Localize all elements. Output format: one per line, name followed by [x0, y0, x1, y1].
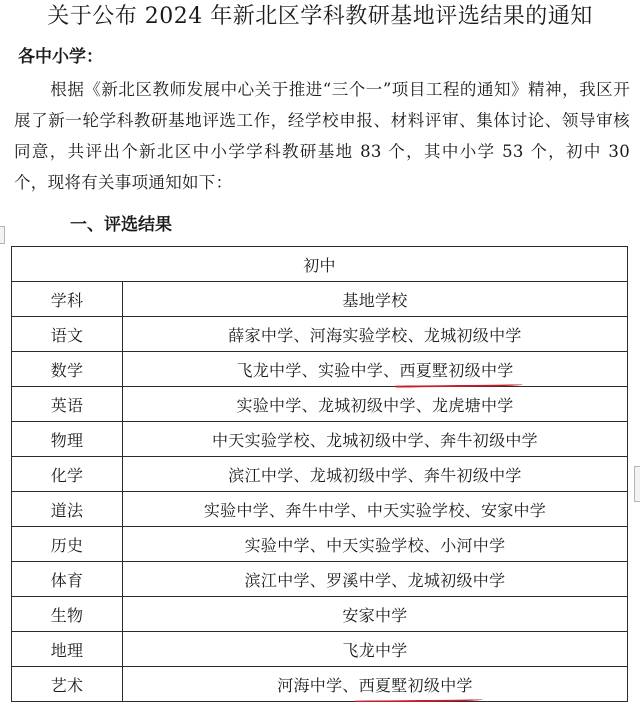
right-margin-handle: [634, 466, 640, 502]
subject-cell: 生物: [12, 597, 123, 632]
header-schools: 基地学校: [123, 282, 628, 317]
table-row: [12, 422, 628, 457]
table-row: [12, 317, 628, 352]
schools-cell: [123, 667, 628, 702]
table-row: [12, 597, 628, 632]
table-caption-row: [12, 247, 628, 282]
schools-cell: 安家中学: [123, 597, 628, 632]
schools-cell: 实验中学、龙城初级中学、龙虎塘中学: [123, 387, 628, 422]
body-paragraph: 根据《新北区教师发展中心关于推进“三个一”项目工程的通知》精神，我区开展了新一轮学科教研基地评选工作，经学校申报、材料评审、集体讨论、领导审核同意，共评出个新北区中小学学科教研基地 83 个，其中小学 53 个，初中 30 个，现将有关事项通知如下：: [14, 80, 630, 192]
subject-cell: 英语: [12, 387, 123, 422]
schools-text: 飞龙中学、实验中学、: [236, 360, 400, 380]
schools-cell: [123, 352, 628, 387]
table-row: [12, 457, 628, 492]
schools-cell: 飞龙中学: [123, 632, 628, 667]
subject-cell: 艺术: [12, 667, 123, 702]
subject-cell: 语文: [12, 317, 123, 352]
subject-cell: 体育: [12, 562, 123, 597]
left-margin-handle: [0, 226, 5, 244]
table-header-row: [12, 282, 628, 317]
schools-cell: 滨江中学、罗溪中学、龙城初级中学: [123, 562, 628, 597]
subject-cell: 数学: [12, 352, 123, 387]
highlighted-school: 西夏墅初级中学: [359, 673, 473, 696]
table-row: [12, 492, 628, 527]
salutation: 各中小学：: [18, 47, 103, 67]
schools-cell: 实验中学、奔牛中学、中天实验学校、安家中学: [123, 492, 628, 527]
subject-cell: 历史: [12, 527, 123, 562]
table-row: [12, 667, 628, 702]
section-heading: 一、评选结果: [70, 215, 172, 235]
schools-cell: 实验中学、中天实验学校、小河中学: [123, 527, 628, 562]
subject-cell: 物理: [12, 422, 123, 457]
table-caption: 初中: [12, 247, 628, 282]
subject-cell: 化学: [12, 457, 123, 492]
table-row: [12, 352, 628, 387]
results-table: [11, 246, 628, 702]
table-row: [12, 562, 628, 597]
table-row: [12, 387, 628, 422]
highlighted-school: 西夏墅初级中学: [399, 358, 513, 381]
schools-cell: 中天实验学校、龙城初级中学、奔牛初级中学: [123, 422, 628, 457]
subject-cell: 道法: [12, 492, 123, 527]
schools-cell: 滨江中学、龙城初级中学、奔牛初级中学: [123, 457, 628, 492]
schools-cell: 薛家中学、河海实验学校、龙城初级中学: [123, 317, 628, 352]
table-row: [12, 632, 628, 667]
schools-text: 河海中学、: [277, 675, 359, 695]
header-subject: 学科: [12, 282, 123, 317]
table-row: [12, 527, 628, 562]
subject-cell: 地理: [12, 632, 123, 667]
document-title: 关于公布 2024 年新北区学科教研基地评选结果的通知: [47, 4, 593, 29]
